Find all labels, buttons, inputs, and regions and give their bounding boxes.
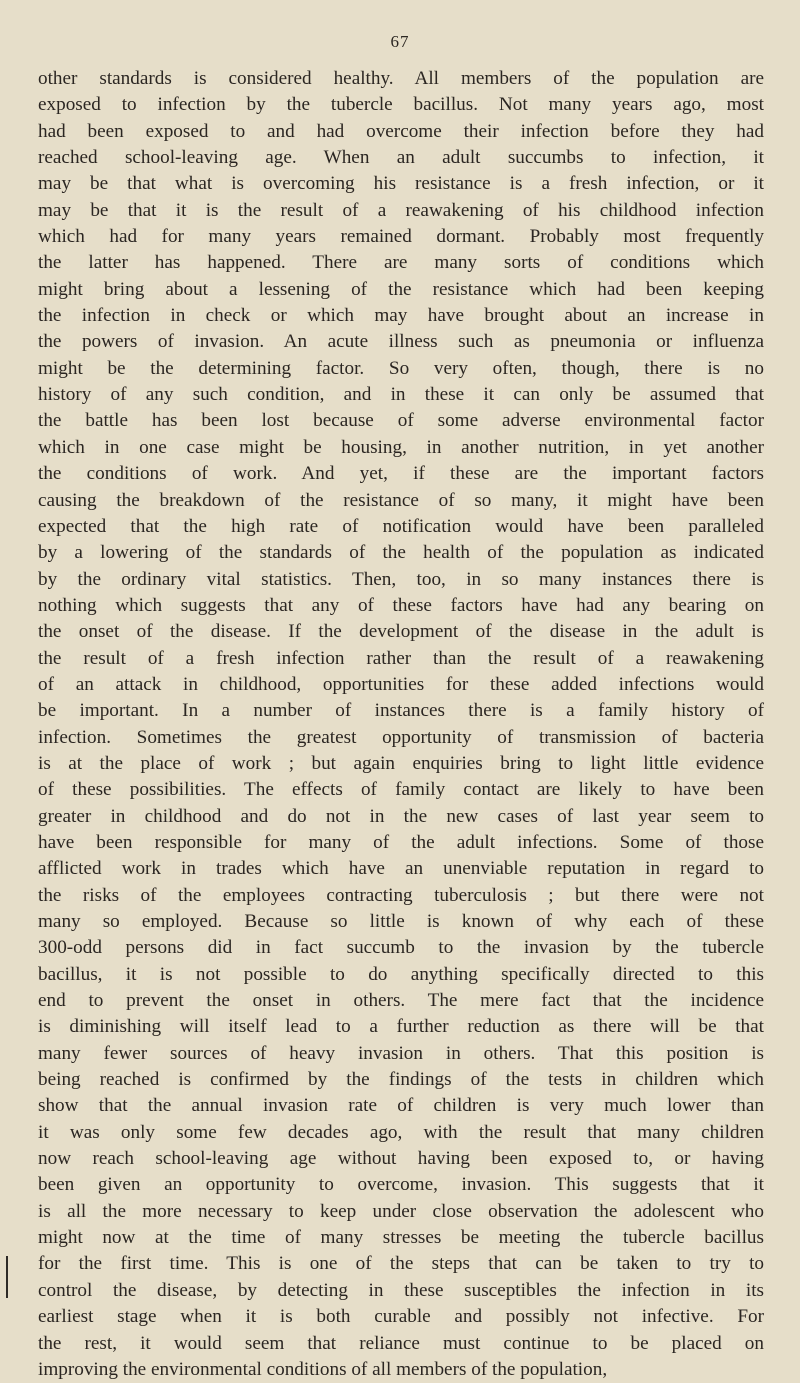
text-line: which had for many years remained dormant. Probably most frequently (38, 226, 764, 248)
text-line: is diminishing will itself lead to a further reduction as there will be that (38, 1016, 764, 1038)
text-line: bacillus, it is not possible to do anything specifically directed to this (38, 963, 764, 985)
text-line: which in one case might be housing, in another nutrition, in yet another (38, 436, 764, 458)
text-line: other standards is considered healthy. All members of the population are (38, 68, 764, 89)
text-line: the result of a fresh infection rather than the result of a reawakening (38, 647, 764, 669)
text-line: by a lowering of the standards of the health of the population as indicated (38, 542, 764, 564)
text-line: being reached is confirmed by the findings of the tests in children which (38, 1069, 764, 1091)
text-line: the risks of the employees contracting tuberculosis ; but there were not (38, 884, 764, 906)
text-line: been given an opportunity to overcome, invasion. This suggests that it (38, 1174, 764, 1196)
text-line: be important. In a number of instances there is a family history of (38, 700, 764, 722)
text-line: greater in childhood and do not in the new cases of last year seem to (38, 805, 764, 827)
text-line: might be the determining factor. So very often, though, there is no (38, 357, 764, 379)
text-line: may be that what is overcoming his resistance is a fresh infection, or it (38, 173, 764, 195)
text-line: many fewer sources of heavy invasion in others. That this position is (38, 1042, 764, 1064)
text-line: the onset of the disease. If the development of the disease in the adult is (38, 621, 764, 643)
text-line: of an attack in childhood, opportunities for these added infections would (38, 673, 764, 695)
text-line: history of any such condition, and in these it can only be assumed that (38, 384, 764, 406)
text-line: reached school-leaving age. When an adult succumbs to infection, it (38, 147, 764, 169)
text-line: the latter has happened. There are many sorts of conditions which (38, 252, 764, 274)
text-line: improving the environmental conditions of all members of the population, (38, 1358, 608, 1380)
text-line: the powers of invasion. An acute illness such as pneumonia or influenza (38, 331, 764, 353)
text-line: by the ordinary vital statistics. Then, too, in so many instances there is (38, 568, 764, 590)
text-line: might bring about a lessening of the resistance which had been keeping (38, 278, 764, 300)
margin-mark (6, 1256, 8, 1298)
text-line: the infection in check or which may have brought about an increase in (38, 305, 764, 327)
text-line: may be that it is the result of a reawakening of his childhood infection (38, 199, 764, 221)
text-line: for the first time. This is one of the steps that can be taken to try to (38, 1253, 764, 1275)
body-text (38, 66, 764, 1383)
text-line: earliest stage when it is both curable and possibly not infective. For (38, 1306, 764, 1328)
text-line: have been responsible for many of the adult infections. Some of those (38, 831, 764, 853)
text-line: nothing which suggests that any of these factors have had any bearing on (38, 594, 764, 616)
text-line: might now at the time of many stresses be meeting the tubercle bacillus (38, 1227, 764, 1249)
text-line: afflicted work in trades which have an unenviable reputation in regard to (38, 858, 764, 880)
text-line: end to prevent the onset in others. The mere fact that the incidence (38, 990, 764, 1012)
page-number: 67 (390, 32, 410, 51)
text-line: the battle has been lost because of some adverse environmental factor (38, 410, 764, 432)
text-line: the rest, it would seem that reliance must continue to be placed on (38, 1332, 764, 1354)
text-line: exposed to infection by the tubercle bacillus. Not many years ago, most (38, 94, 764, 116)
text-line: causing the breakdown of the resistance of so many, it might have been (38, 489, 764, 511)
text-line: had been exposed to and had overcome their infection before they had (38, 120, 764, 142)
text-line: infection. Sometimes the greatest opportunity of transmission of bacteria (38, 726, 764, 748)
text-line: now reach school-leaving age without having been exposed to, or having (38, 1148, 764, 1170)
text-line: is at the place of work ; but again enquiries bring to light little evidence (38, 752, 764, 774)
text-line: many so employed. Because so little is known of why each of these (38, 911, 764, 932)
text-line: 300-odd persons did in fact succumb to the invasion by the tubercle (38, 937, 764, 959)
text-line: expected that the high rate of notification would have been paralleled (38, 515, 764, 537)
text-line: control the disease, by detecting in these susceptibles the infection in its (38, 1279, 764, 1301)
text-line: the conditions of work. And yet, if these are the important factors (38, 463, 764, 485)
text-line: it was only some few decades ago, with the result that many children (38, 1121, 764, 1143)
text-line: is all the more necessary to keep under close observation the adolescent who (38, 1200, 764, 1222)
text-line: show that the annual invasion rate of children is very much lower than (38, 1095, 764, 1117)
text-line: of these possibilities. The effects of family contact are likely to have been (38, 779, 764, 801)
